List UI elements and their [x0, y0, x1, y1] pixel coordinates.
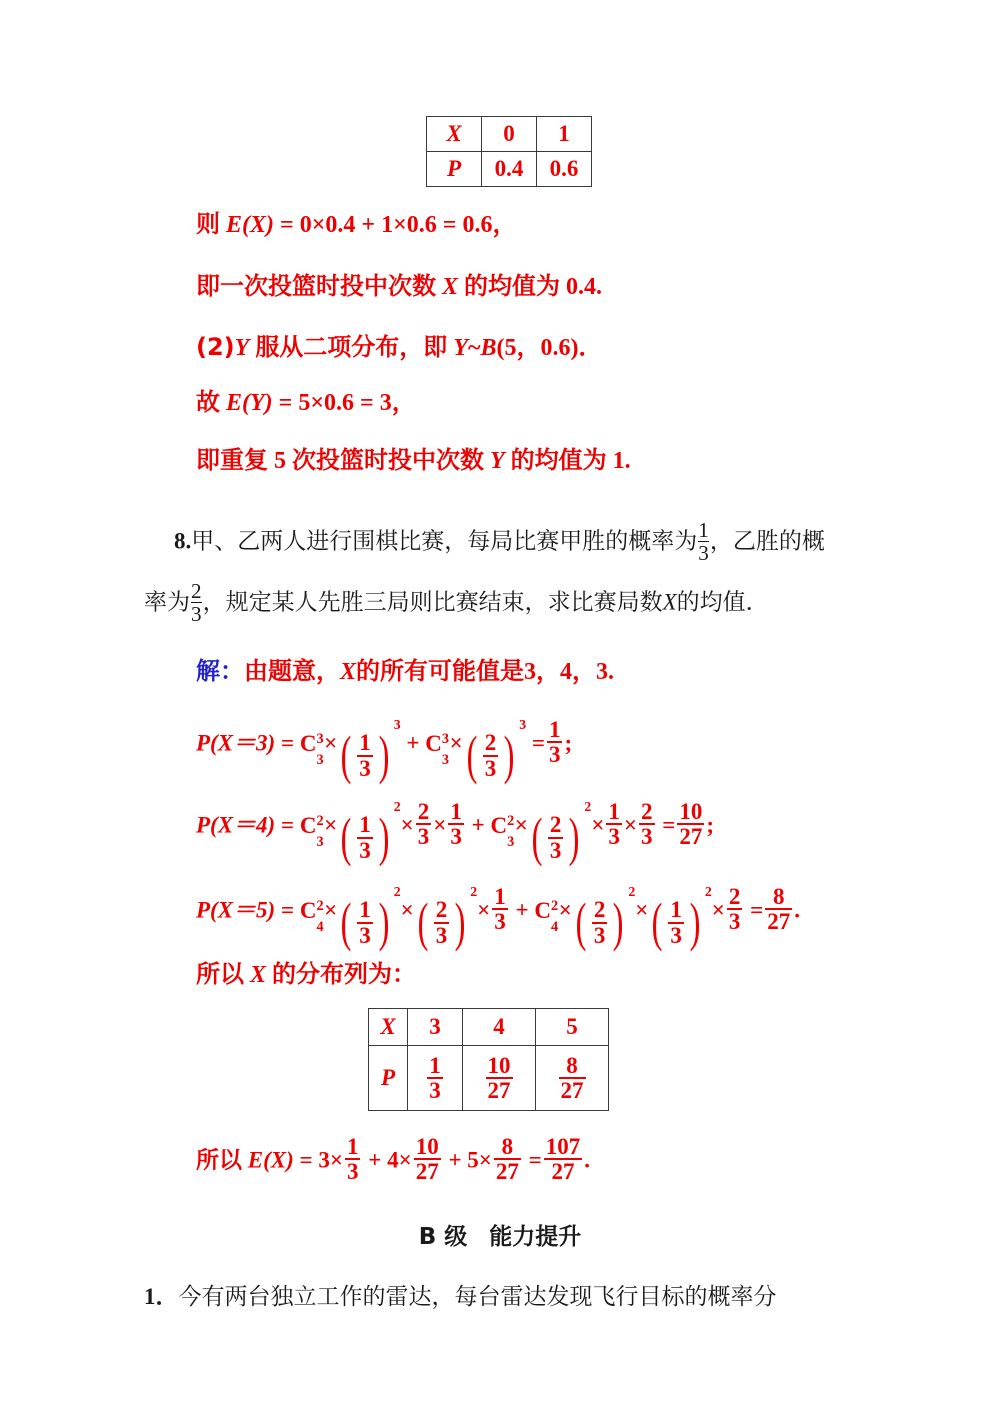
fraction-two-thirds — [483, 731, 499, 780]
fraction-numerator: 2 — [417, 799, 430, 824]
combination-c33-a — [299, 730, 324, 769]
meaning2-variable: Y — [490, 448, 505, 474]
multiply-icon: × — [310, 390, 325, 416]
parenthesized-fraction — [648, 891, 704, 952]
multiply-icon: × — [591, 812, 605, 838]
dist-label-suffix: 的分布列为： — [272, 960, 417, 988]
fraction-denominator: 3 — [417, 824, 430, 850]
dist-label-variable: X — [250, 962, 267, 988]
question-8-line-1 — [174, 519, 825, 564]
meaning2-mid: 次投篮时投中次数 — [292, 446, 484, 474]
final-term3-fraction — [494, 1135, 521, 1184]
fraction-numerator: 1 — [494, 884, 506, 909]
fraction-denominator: 3 — [698, 541, 709, 566]
meaning2-prefix: 即重复 — [196, 446, 268, 474]
fraction-denominator: 27 — [544, 1158, 583, 1183]
solution-lead-line — [196, 659, 614, 684]
comma: ， — [492, 210, 517, 238]
right-paren: ) — [378, 806, 390, 867]
combination-subscript: 3 — [316, 752, 324, 769]
fraction-denominator: 27 — [560, 1078, 584, 1103]
final-term1-fraction — [345, 1135, 361, 1184]
fraction-numerator: 1 — [670, 897, 682, 923]
table-row — [427, 117, 592, 152]
exponent: 2 — [393, 799, 401, 815]
fraction-one-third — [448, 800, 464, 849]
term1-b: 0.4 — [325, 212, 356, 238]
meaning1-suffix: 的均值为 — [464, 272, 561, 300]
question-8-text-e: 的均值． — [676, 589, 769, 616]
equals-sign: = — [442, 212, 457, 238]
fraction-numerator: 2 — [484, 730, 497, 756]
px3-lhs: P(X＝3) — [196, 730, 276, 756]
table-cell-p-2 — [536, 1046, 609, 1111]
fraction-denominator: 3 — [435, 922, 448, 948]
multiply-icon: × — [449, 730, 463, 756]
equals-sign: = — [662, 812, 676, 838]
equals-sign: = — [531, 730, 545, 756]
distribution-table-1 — [426, 116, 592, 187]
table-cell-p-0: 0.4 — [482, 152, 537, 187]
equals-sign: = — [280, 212, 294, 238]
px5-result-fraction — [765, 885, 792, 934]
fraction-denominator: 3 — [359, 837, 371, 863]
fraction-denominator: 27 — [487, 1078, 511, 1103]
fraction-numerator: 1 — [608, 799, 620, 824]
ey-label: E(Y) — [226, 390, 273, 416]
section-b-heading — [0, 1225, 1000, 1249]
fraction-denominator: 3 — [191, 602, 202, 627]
multiply-icon: × — [478, 1147, 492, 1173]
multiply-icon: × — [558, 897, 572, 923]
fraction-denominator: 3 — [494, 909, 506, 935]
fraction-two-thirds — [548, 813, 564, 862]
fraction-one-third — [606, 800, 622, 849]
right-paren: ) — [454, 891, 466, 952]
fraction-denominator: 3 — [608, 824, 620, 850]
fraction-one-third — [357, 898, 373, 947]
right-paren: ) — [378, 891, 390, 952]
combination-c33-b — [425, 730, 450, 769]
ey-factor-p: 0.6 — [324, 390, 355, 416]
equals-sign: = — [360, 390, 374, 416]
fraction-two-thirds — [639, 800, 655, 849]
meaning1-variable: X — [442, 274, 459, 300]
section-b-question-1-text: 今有两台独立工作的雷达，每台雷达发现飞行目标的概率分 — [178, 1284, 777, 1310]
parenthesized-fraction — [337, 724, 393, 785]
combination-c32-a — [299, 812, 324, 851]
probability-x-equals-5-line — [196, 884, 800, 952]
table-cell-p-1: 0.6 — [537, 152, 592, 187]
fraction-numerator: 10 — [487, 1052, 511, 1078]
table-cell-x-0: 0 — [482, 117, 537, 152]
equals-sign: = — [280, 812, 295, 838]
parenthesized-fraction — [414, 891, 470, 952]
table-row — [369, 1009, 609, 1046]
combination-letter: C — [299, 812, 317, 838]
term2-b: 0.6 — [406, 212, 437, 238]
period: . — [584, 1147, 591, 1173]
left-paren: ( — [651, 891, 663, 952]
left-paren: ( — [340, 806, 352, 867]
meaning2-n: 5 — [274, 448, 286, 474]
table-row — [427, 152, 592, 187]
left-paren: ( — [466, 724, 478, 785]
binomial-text: 服从二项分布，即 — [255, 333, 448, 361]
ey-factor-n: 5 — [298, 390, 311, 416]
final-result-fraction — [544, 1135, 583, 1184]
multiply-icon: × — [324, 812, 338, 838]
solution-label: 解： — [196, 657, 244, 685]
fraction-denominator: 27 — [495, 1159, 519, 1185]
fraction-numerator: 1 — [359, 897, 371, 923]
parenthesized-fraction — [463, 724, 519, 785]
combination-subscript: 3 — [507, 834, 515, 851]
fraction-denominator: 27 — [679, 824, 703, 850]
exponent: 2 — [628, 884, 636, 900]
left-paren: ( — [531, 806, 543, 867]
fraction-denominator: 27 — [415, 1159, 439, 1185]
table-cell-x-0: 3 — [408, 1009, 463, 1046]
part-number: (2) — [196, 333, 235, 361]
term2-a: 1 — [381, 212, 394, 238]
question-8-number: 8. — [174, 528, 192, 554]
solution-lead-rest: 的所有可能值是 — [356, 657, 525, 685]
parenthesized-fraction — [337, 806, 393, 867]
fraction-denominator: 3 — [641, 824, 653, 850]
fraction-numerator: 1 — [548, 717, 561, 742]
px3-result-fraction — [547, 718, 563, 767]
right-paren: ) — [378, 724, 390, 785]
ex-label: E(X) — [226, 212, 274, 238]
table-cell-p-header: P — [369, 1046, 408, 1111]
fraction-denominator: 3 — [549, 837, 562, 863]
multiply-icon: × — [311, 212, 326, 238]
fraction-numerator: 1 — [359, 812, 371, 838]
right-paren: ) — [503, 724, 515, 785]
fraction-numerator: 1 — [429, 1052, 441, 1078]
distribution-label-line — [196, 962, 416, 987]
fraction-denominator: 3 — [548, 742, 561, 768]
section-b-question-1-number: 1． — [144, 1284, 179, 1309]
question-8-variable: X — [662, 589, 677, 615]
fraction-two-thirds — [416, 800, 432, 849]
final-expectation-line — [196, 1135, 590, 1184]
fraction-numerator: 2 — [549, 812, 562, 838]
then-prefix: 则 — [196, 210, 220, 238]
solution-variable: X — [340, 659, 357, 685]
fraction-denominator: 3 — [670, 922, 682, 948]
multiply-icon: × — [393, 212, 407, 238]
final-term3-coef: 5 — [467, 1147, 479, 1173]
multiply-icon: × — [514, 812, 528, 838]
equals-sign: = — [280, 897, 295, 923]
fraction-denominator: 3 — [346, 1159, 359, 1185]
exponent: 2 — [393, 884, 401, 900]
equals-sign: = — [750, 897, 764, 923]
parenthesized-fraction — [337, 891, 393, 952]
left-paren: ( — [340, 891, 352, 952]
combination-c32-b — [490, 812, 515, 851]
fraction-denominator: 3 — [429, 1078, 441, 1103]
fraction-denominator: 3 — [450, 824, 462, 850]
combination-superscript: 2 — [507, 812, 515, 829]
fraction-numerator: 2 — [435, 897, 448, 923]
fraction-numerator: 1 — [698, 518, 709, 542]
px4-lhs: P(X＝4) — [196, 812, 276, 838]
meaning1-prefix: 即一次投篮时投中次数 — [196, 272, 436, 300]
equals-sign: = — [528, 1147, 542, 1173]
combination-subscript: 3 — [316, 834, 324, 851]
left-paren: ( — [340, 724, 352, 785]
meaning2-suffix: 的均值为 — [510, 446, 607, 474]
fraction-one-third — [357, 731, 373, 780]
fraction-numerator: 2 — [593, 897, 606, 923]
right-paren: ) — [612, 891, 624, 952]
right-paren: ) — [569, 806, 580, 867]
combination-letter: C — [425, 730, 442, 756]
table-cell-p-0 — [408, 1046, 463, 1111]
dist-label-prefix: 所以 — [196, 960, 244, 988]
solution-values: 3，4，3. — [524, 659, 615, 685]
combination-superscript: 2 — [316, 897, 324, 914]
fraction-denominator: 3 — [359, 922, 371, 948]
therefore-prefix: 故 — [196, 388, 220, 416]
fraction-one-third — [668, 898, 684, 947]
question-8-text-b: ，乙胜的概 — [709, 528, 825, 555]
binomial-variable: Y — [234, 335, 250, 361]
dist-variable: Y — [453, 335, 468, 361]
meaning1-value: 0.4. — [566, 274, 603, 300]
combination-letter: C — [534, 897, 552, 923]
fraction-denominator: 3 — [484, 755, 497, 781]
exponent: 2 — [470, 884, 478, 900]
multiply-icon: × — [400, 812, 414, 838]
px4-result-fraction — [677, 800, 704, 849]
solution-lead: 由题意， — [244, 657, 340, 685]
probability-x-equals-4-line — [196, 799, 715, 867]
left-paren: ( — [575, 891, 587, 952]
final-term2-coef: 4 — [387, 1147, 399, 1173]
fraction-two-thirds — [727, 885, 743, 934]
probability-x-equals-3-line — [196, 717, 573, 785]
multiply-icon: × — [324, 730, 338, 756]
multiply-icon: × — [324, 897, 338, 923]
multiply-icon: × — [711, 897, 725, 923]
combination-c42-a — [299, 897, 324, 936]
exponent: 3 — [519, 717, 527, 733]
tilde-sign: ~ — [467, 335, 481, 361]
dist-args: (5，0.6)． — [496, 335, 603, 361]
plus-sign: + — [368, 1147, 382, 1173]
semicolon: ; — [706, 812, 715, 838]
table-cell-x-2: 5 — [536, 1009, 609, 1046]
multiply-icon: × — [400, 897, 414, 923]
dist-name: B — [480, 335, 497, 361]
fraction-numerator: 8 — [566, 1052, 578, 1078]
equals-sign: = — [299, 1147, 313, 1173]
combination-superscript: 2 — [316, 812, 324, 829]
fraction-one-third — [492, 885, 508, 934]
fraction-numerator: 10 — [415, 1134, 439, 1159]
combination-letter: C — [490, 812, 508, 838]
final-prefix: 所以 — [196, 1147, 242, 1174]
probability-yi-fraction — [191, 580, 202, 625]
table-cell-x-header: X — [427, 117, 482, 152]
multiply-icon: × — [477, 897, 491, 923]
fraction-two-thirds — [592, 898, 608, 947]
section-b-question-1 — [144, 1285, 777, 1309]
expectation-x-line — [196, 212, 516, 237]
table-cell-p-1 — [463, 1046, 536, 1111]
fraction-two-thirds — [434, 898, 450, 947]
right-paren: ) — [689, 891, 701, 952]
combination-subscript: 3 — [441, 752, 450, 769]
final-ex-label: E(X) — [247, 1147, 294, 1173]
table-cell-x-1: 1 — [537, 117, 592, 152]
question-8-text-c: 率为 — [144, 589, 190, 616]
combination-letter: C — [299, 897, 317, 923]
fraction-numerator: 1 — [359, 730, 371, 756]
term1-a: 0 — [299, 212, 312, 238]
plus-sign: + — [471, 812, 485, 838]
plus-sign: + — [361, 212, 376, 238]
fraction-numerator: 1 — [346, 1134, 359, 1159]
fraction-numerator: 2 — [728, 884, 741, 909]
fraction-numerator: 2 — [641, 799, 653, 824]
fraction-numerator: 2 — [191, 579, 202, 603]
meaning-line-2 — [196, 448, 631, 473]
fraction-denominator: 27 — [767, 909, 791, 935]
table-row — [369, 1046, 609, 1111]
fraction-numerator: 8 — [772, 884, 785, 909]
fraction-numerator: 107 — [545, 1134, 581, 1159]
combination-letter: C — [299, 730, 317, 756]
fraction-one-third — [357, 813, 373, 862]
distribution-table-2 — [368, 1008, 609, 1111]
multiply-icon: × — [623, 812, 638, 838]
combination-superscript: 3 — [316, 730, 324, 747]
fraction-denominator: 3 — [593, 922, 606, 948]
parenthesized-fraction — [528, 806, 584, 867]
fraction-numerator: 10 — [679, 799, 703, 824]
ey-result: 3 — [379, 390, 392, 416]
binomial-line — [196, 335, 602, 360]
semicolon: ; — [564, 730, 573, 756]
question-8-text-d: ，规定某人先胜三局则比赛结束，求比赛局数 — [202, 589, 663, 616]
question-8-line-2 — [144, 580, 769, 625]
fraction-numerator: 1 — [450, 799, 462, 824]
section-b-title: 能力提升 — [489, 1224, 582, 1250]
multiply-icon: × — [329, 1147, 343, 1173]
plus-sign: + — [448, 1147, 462, 1173]
fraction-denominator: 3 — [359, 755, 371, 781]
left-paren: ( — [417, 891, 429, 952]
comma: ， — [391, 388, 416, 416]
probability-jia-fraction — [698, 519, 709, 564]
expectation-y-line — [196, 390, 416, 415]
combination-subscript: 4 — [551, 919, 559, 936]
exponent: 2 — [704, 884, 712, 900]
period: . — [794, 897, 800, 923]
table-cell-p-header: P — [427, 152, 482, 187]
equals-sign: = — [280, 730, 295, 756]
px5-lhs: P(X＝5) — [196, 897, 276, 923]
combination-superscript: 2 — [551, 897, 559, 914]
multiply-icon: × — [398, 1147, 412, 1173]
table-cell-x-header: X — [369, 1009, 408, 1046]
parenthesized-fraction — [572, 891, 628, 952]
exponent: 2 — [584, 799, 592, 815]
combination-superscript: 3 — [441, 730, 450, 747]
fraction-numerator: 8 — [501, 1134, 514, 1159]
final-term2-fraction — [414, 1135, 441, 1184]
exponent: 3 — [393, 717, 401, 733]
question-8-text-a: 甲、乙两人进行围棋比赛，每局比赛甲胜的概率为 — [191, 528, 698, 555]
equals-sign: = — [278, 390, 293, 416]
combination-c42-b — [534, 897, 559, 936]
final-term1-coef: 3 — [318, 1147, 330, 1173]
meaning-line-1 — [196, 274, 602, 299]
multiply-icon: × — [635, 897, 649, 923]
ex-result: 0.6 — [462, 212, 493, 238]
meaning2-value: 1. — [612, 448, 631, 474]
multiply-icon: × — [433, 812, 447, 838]
plus-sign: + — [406, 730, 420, 756]
plus-sign: + — [515, 897, 529, 923]
fraction-denominator: 3 — [728, 909, 741, 935]
table-cell-x-1: 4 — [463, 1009, 536, 1046]
section-b-level: B 级 — [418, 1224, 468, 1250]
combination-subscript: 4 — [316, 919, 324, 936]
